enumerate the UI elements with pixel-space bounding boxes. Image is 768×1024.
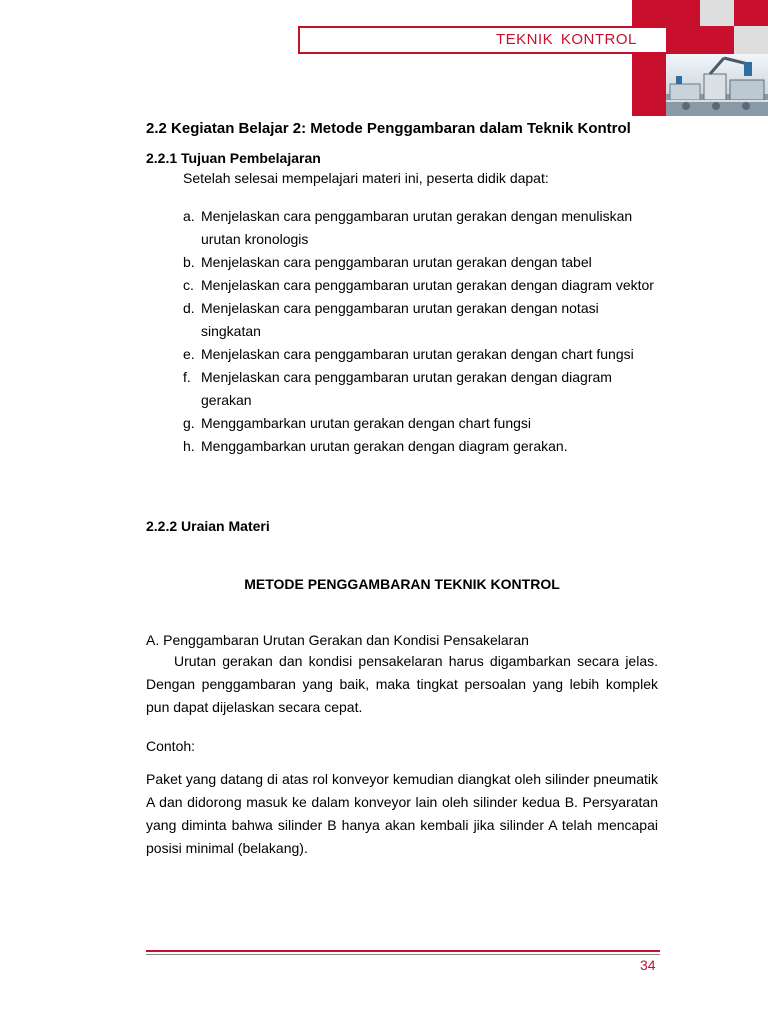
list-item-text: Menggambarkan urutan gerakan dengan diagram gerakan. [201,438,568,454]
paragraph-intro: Urutan gerakan dan kondisi pensakelaran harus digambarkan secara jelas. Dengan penggambaran yang baik, maka tingkat persoalan yang lebih komplek pun dapat dijelaskan secara cepat. [146,653,658,715]
list-item-text: Menjelaskan cara penggambaran urutan gerakan dengan tabel [201,254,592,270]
list-item-text: Menjelaskan cara penggambaran urutan gerakan dengan menuliskan urutan kronologis [201,208,633,247]
header-deco-tile [734,26,768,54]
list-item [183,412,658,435]
footer-rule [146,954,660,955]
material-heading: METODE PENGGAMBARAN TEKNIK KONTROL [244,576,560,592]
list-item-text: Menjelaskan cara penggambaran urutan gerakan dengan diagram vektor [201,277,654,293]
subheading-a: A. Penggambaran Urutan Gerakan dan Kondisi Pensakelaran [146,632,529,648]
list-marker: a. [183,208,195,224]
list-marker: d. [183,300,195,316]
header-deco-tile [700,0,734,26]
header-deco-tile [700,26,734,54]
list-marker: c. [183,277,194,293]
page-number: 34 [640,957,656,973]
list-item-text: Menjelaskan cara penggambaran urutan gerakan dengan diagram gerakan [201,369,612,408]
paragraph-example: Paket yang datang di atas rol konveyor kemudian diangkat oleh silinder pneumatik A dan didorong masuk ke dalam konveyor lain oleh silinder kedua B. Persyaratan yang diminta bahwa silinder B hanya akan kembali jika silinder A telah mencapai posisi minimal (belakang). [146,771,658,856]
list-item [183,343,658,366]
list-item [183,435,658,458]
subsection-title-objectives: 2.2.1 Tujuan Pembelajaran [146,150,321,166]
list-item [183,274,658,297]
objectives-intro: Setelah selesai mempelajari materi ini, peserta didik dapat: [183,170,549,186]
subsection-title-material: 2.2.2 Uraian Materi [146,518,270,534]
footer-rule [146,950,660,952]
list-item-text: Menjelaskan cara penggambaran urutan gerakan dengan notasi singkatan [201,300,599,339]
objectives-list [183,205,658,458]
list-marker: g. [183,415,195,431]
header-deco-tile [632,54,666,116]
example-label: Contoh: [146,738,196,754]
list-item [183,251,658,274]
list-marker: f. [183,369,191,385]
header-deco-tile [632,0,666,26]
header-deco-tile [666,0,700,26]
list-item-text: Menjelaskan cara penggambaran urutan gerakan dengan chart fungsi [201,346,634,362]
list-item [183,205,658,251]
header-title: TEKNIK KONTROL [496,31,637,48]
list-marker: e. [183,346,195,362]
header-deco-tile [734,0,768,26]
header-machinery-image [666,54,768,116]
section-title: 2.2 Kegiatan Belajar 2: Metode Penggambaran dalam Teknik Kontrol [146,120,631,137]
list-item [183,366,658,412]
list-item-text: Menggambarkan urutan gerakan dengan chart fungsi [201,415,531,431]
list-marker: h. [183,438,195,454]
list-item [183,297,658,343]
list-marker: b. [183,254,195,270]
header-deco-tile [666,26,700,54]
